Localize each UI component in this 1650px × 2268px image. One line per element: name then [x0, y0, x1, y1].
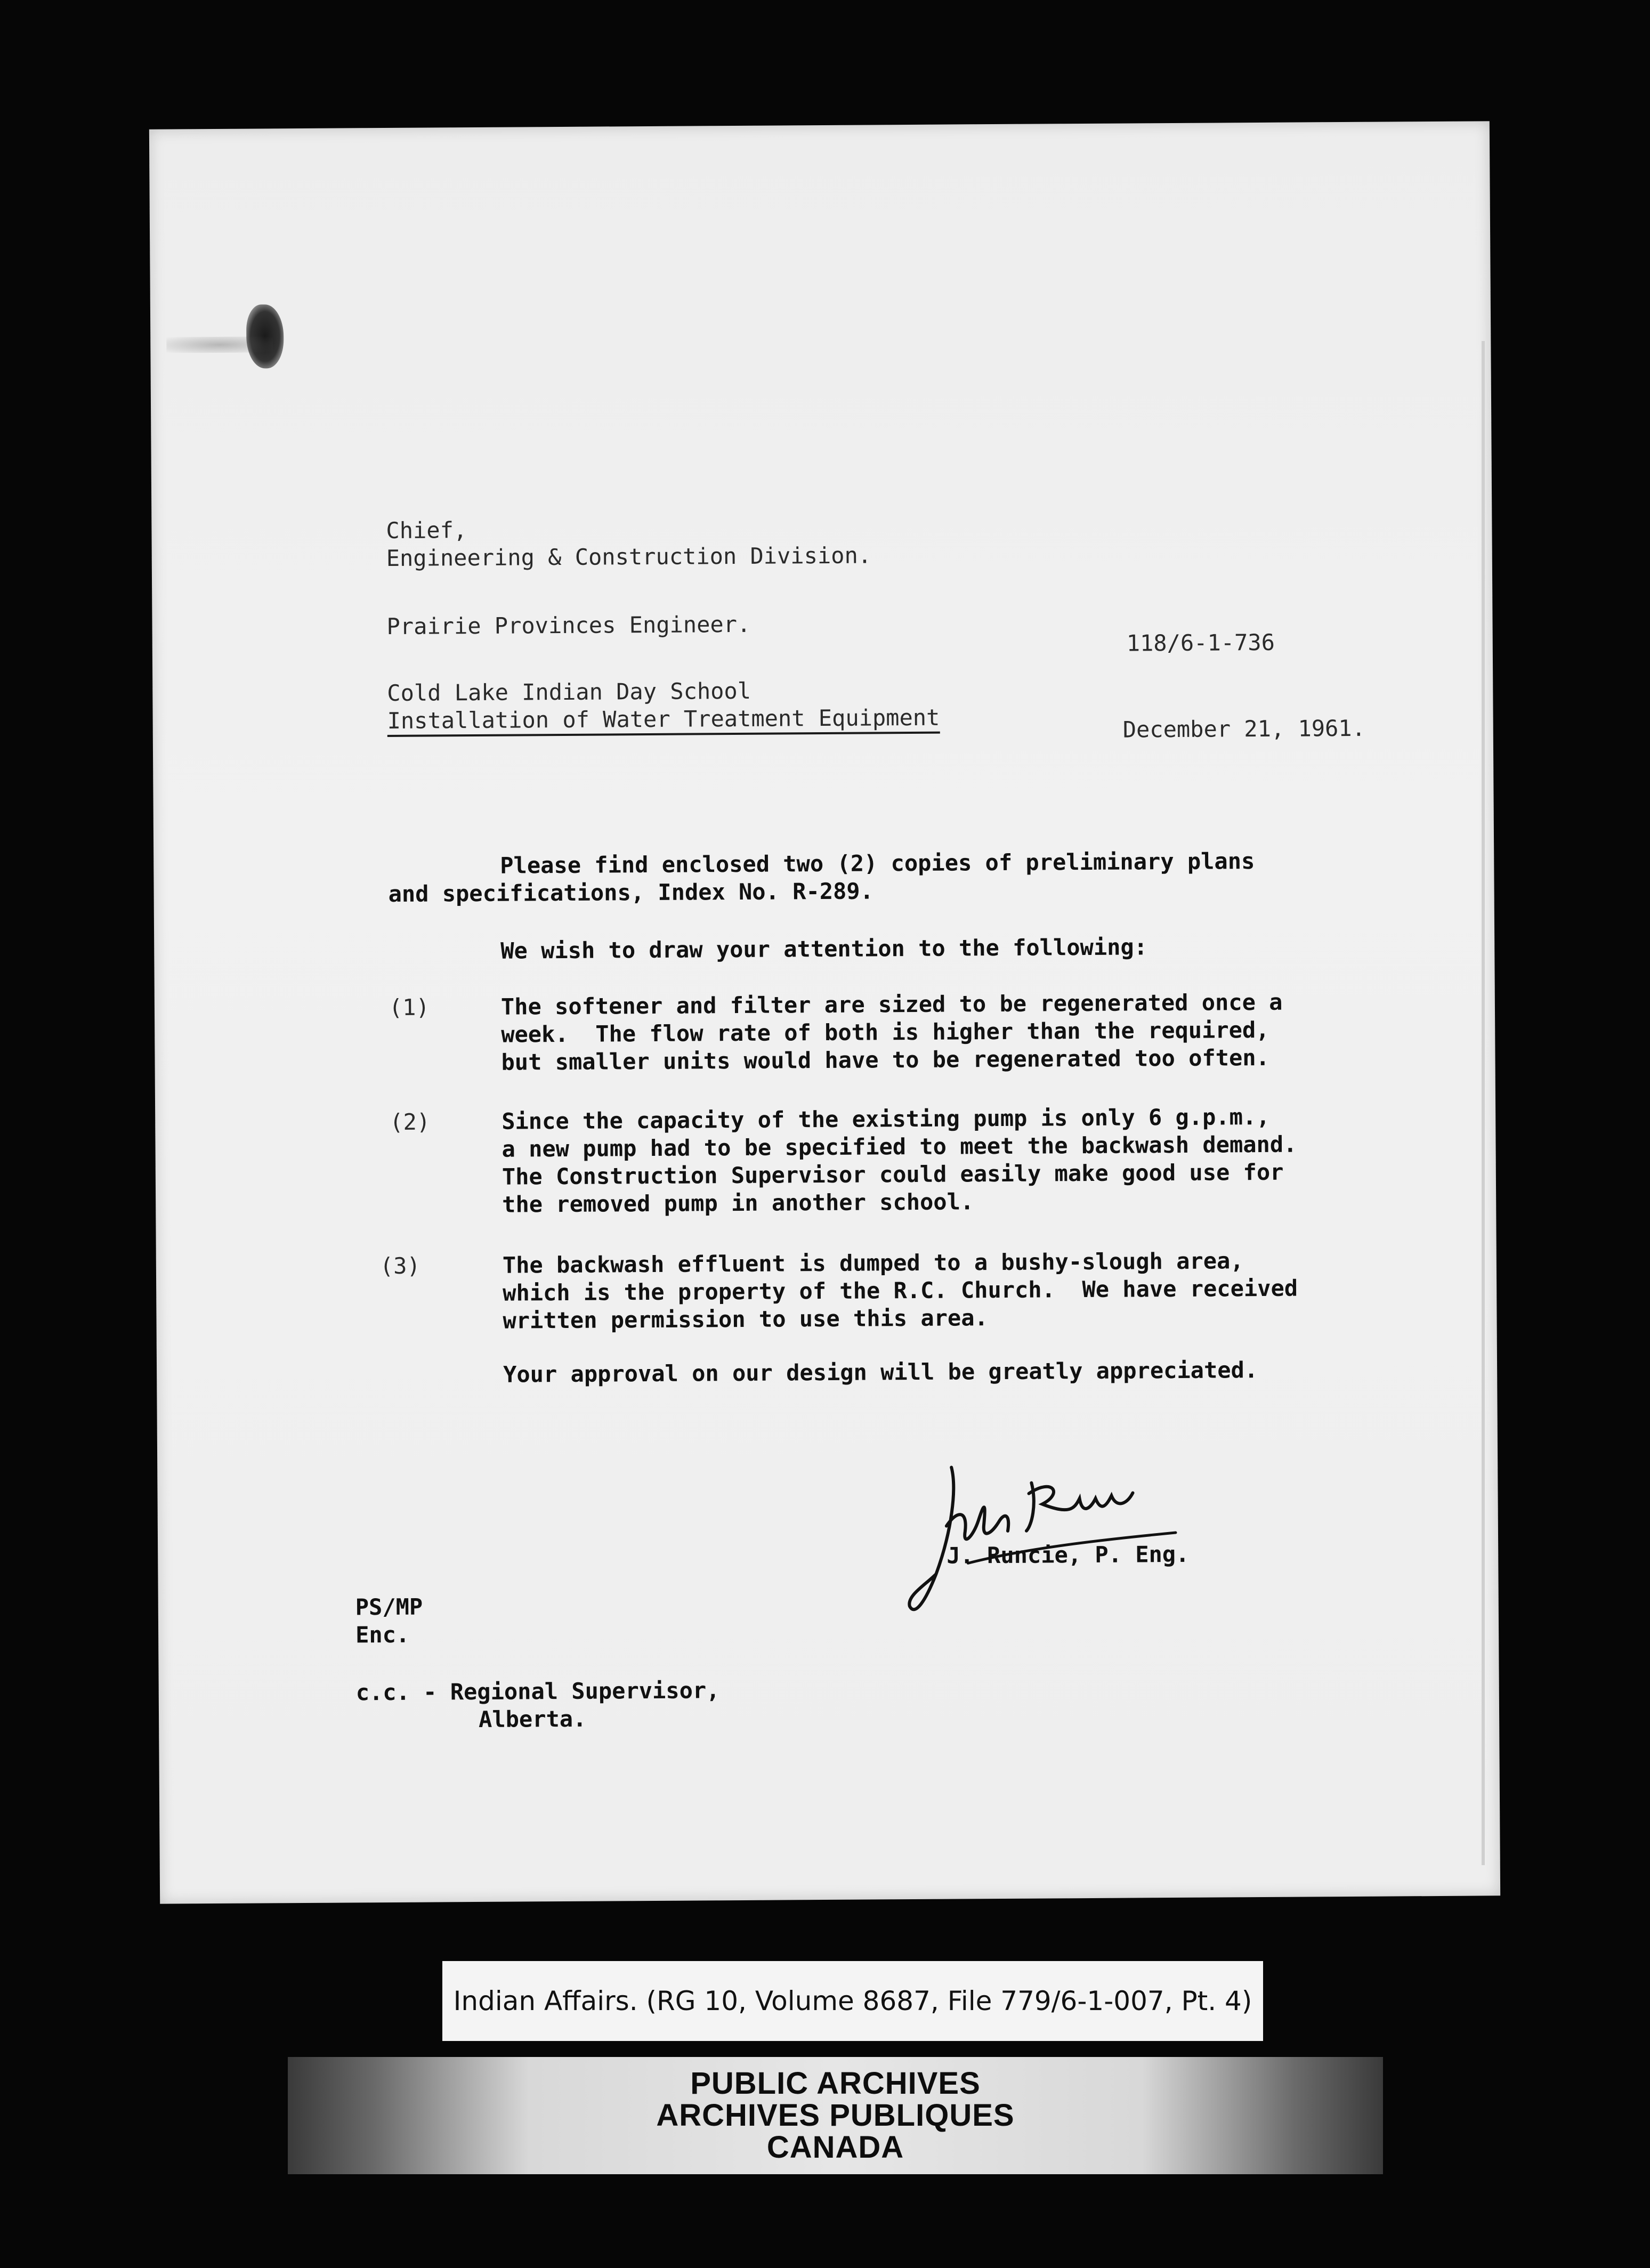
item-2-line-1: Since the capacity of the existing pump is only 6 g.p.m., — [502, 1103, 1270, 1135]
item-3-line-2: which is the property of the R.C. Church. We have received — [503, 1275, 1298, 1306]
subject-line-1: Cold Lake Indian Day School — [387, 677, 751, 707]
paragraph-1-line-2: and specifications, Index No. R-289. — [388, 878, 874, 907]
addressee-line-2: Engineering & Construction Division. — [386, 542, 872, 572]
subject-line-2 — [387, 704, 940, 735]
file-number: 118/6-1-736 — [1126, 629, 1275, 657]
item-2-line-2: a new pump had to be specified to meet the backwash demand. — [502, 1131, 1297, 1162]
item-3-line-3: written permission to use this area. — [503, 1305, 988, 1334]
letter-page — [149, 121, 1500, 1904]
paragraph-2: We wish to draw your attention to the following: — [500, 934, 1148, 964]
paragraph-1-line-1: Please find enclosed two (2) copies of preliminary plans — [500, 848, 1255, 879]
item-1-number: (1) — [389, 994, 430, 1020]
archive-stamp-strip — [288, 2057, 1383, 2174]
item-1-line-2: week. The flow rate of both is higher than the required, — [501, 1016, 1269, 1048]
archive-citation-label — [442, 1961, 1263, 2041]
archive-stamp-line-1: PUBLIC ARCHIVES — [690, 2066, 981, 2101]
item-2-number: (2) — [390, 1108, 431, 1135]
smudge — [166, 336, 273, 353]
cc-line-1: c.c. - Regional Supervisor, — [355, 1677, 720, 1706]
page-fold-edge — [1482, 341, 1485, 1865]
signatory-name: J. Runcie, P. Eng. — [947, 1541, 1190, 1569]
closing-line: Your approval on our design will be greatly appreciated. — [503, 1357, 1258, 1388]
item-1-line-1: The softener and filter are sized to be regenerated once a — [500, 989, 1283, 1020]
subject-underlined: Installation of Water Treatment Equipment — [387, 704, 940, 737]
item-2-line-3: The Construction Supervisor could easily make good use for — [502, 1159, 1284, 1190]
archive-stamp-line-2: ARCHIVES PUBLIQUES — [656, 2098, 1015, 2133]
item-2-line-4: the removed pump in another school. — [502, 1188, 974, 1218]
archive-citation-text: Indian Affairs. (RG 10, Volume 8687, File 779/6-1-007, Pt. 4) — [453, 1986, 1252, 2016]
enclosure-note: Enc. — [355, 1621, 410, 1648]
typist-initials: PS/MP — [355, 1593, 423, 1621]
cc-line-2: Alberta. — [478, 1705, 587, 1732]
letter-date: December 21, 1961. — [1122, 715, 1366, 743]
item-3-line-1: The backwash effluent is dumped to a bushy-slough area, — [502, 1248, 1244, 1278]
item-1-line-3: but smaller units would have to be regenerated too often. — [501, 1044, 1269, 1075]
sender-line: Prairie Provinces Engineer. — [386, 611, 751, 640]
addressee-line-1: Chief, — [386, 517, 467, 544]
archive-stamp-line-3: CANADA — [766, 2130, 904, 2165]
item-3-number: (3) — [379, 1252, 420, 1279]
